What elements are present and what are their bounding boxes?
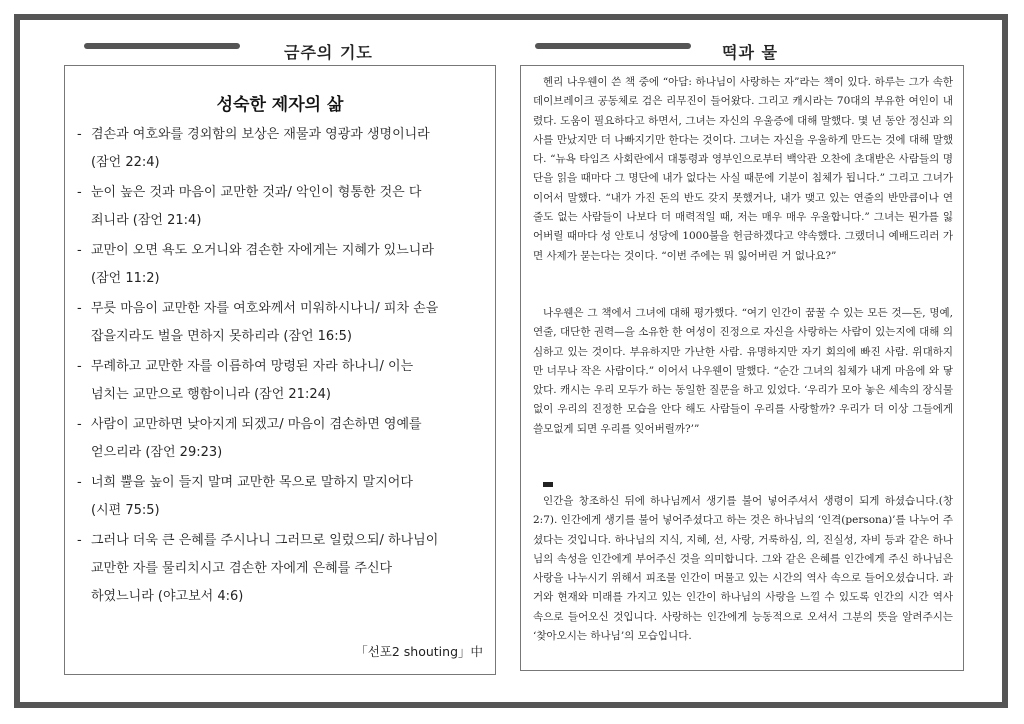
right-header-bar — [535, 43, 691, 49]
verse-text: 무릇 마음이 교만한 자를 여호와께서 미워하시나니/ 피차 손을 — [91, 301, 439, 316]
verse-ref: 잡을지라도 벌을 면하지 못하리라 (잠언 16:5) — [91, 329, 352, 344]
verse-ref: (시편 75:5) — [91, 503, 160, 518]
article-paragraph-2: 나우웬은 그 책에서 그녀에 대해 평가했다. “여기 인간이 꿈꿀 수 있는 모든 것—돈, 명예, 연줄, 대단한 권력—을 소유한 한 여성이 진정으로 자신을 사랑하는 사람이 있는지에 대해 의심하고 있는 것이다. 부유하지만 가난한 사람. 유명하지만 자기 회의에 빠진 사람. 위대하지만 너무나 작은 사람이다.” 이어서 나우웬이 말했다. “순간 그녀의 침체가 내게 마음에 와 닿았다. 캐시는 우리 모두가 하는 동일한 질문을 하고 있었다. ‘우리가 모아 놓은 세속의 장식물 없이 우리의 진정한 모습을 안다 해도 사람들이 우리를 사랑할까? 우리가 더 이상 그들에게 쓸모없게 되면 우리를 잊어버릴까?’” — [533, 307, 953, 435]
verse-item: - 무례하고 교만한 자를 이름하여 망령된 자라 하나니/ 이는 넘치는 교만으로 행함이니라 (잠언 21:24) — [77, 353, 489, 409]
left-header-title: 금주의 기도 — [284, 43, 373, 62]
verse-ref: 죄니라 (잠언 21:4) — [91, 213, 202, 228]
verse-item: - 겸손과 여호와를 경외함의 보상은 재물과 영광과 생명이니라 (잠언 22:4) — [77, 121, 489, 177]
article-paragraph-1: 헨리 나우웬이 쓴 책 중에 “아담: 하나님이 사랑하는 자”라는 책이 있다. 하루는 그가 속한 데이브레이크 공동체로 검은 리무진이 들어왔다. 그리고 캐시라는 70대의 부유한 여인이 내렸다. 도움이 필요하다고 하면서, 그녀는 자신의 우울증에 대해 말했다. 몇 년 동안 정신과 의사를 만났지만 더 나빠지기만 한다는 것이다. 그녀는 자신을 우울하게 만드는 것에 대해 말했다. “뉴욕 타임즈 사회란에서 대통령과 영부인으로부터 백악관 오찬에 초대받은 사람들의 명단을 읽을 때마다 그 명단에 내가 없다는 사실 때문에 기분이 침체가 됩니다.” 그리고 그녀가 이어서 말했다. “내가 가진 돈의 반도 갖지 못했거나, 내가 맺고 있는 연줄의 반만큼이나 연줄도 없는 사람들이 나보다 더 매력적일 때, 저는 매우 매우 우울합니다.” 그녀는 뭔가를 잃어버릴 때마다 성 안토니 성당에 1000불을 헌금하겠다고 약속했다. 그랬더니 예배드리러 가면 사제가 묻는다는 것이다. “이번 주에는 뭐 잃어버린 거 없나요?” — [533, 76, 953, 262]
verse-text: 겸손과 여호와를 경외함의 보상은 재물과 영광과 생명이니라 — [91, 127, 430, 142]
verse-ref: 넘치는 교만으로 행함이니라 (잠언 21:24) — [91, 387, 331, 402]
verse-text: 그러나 더욱 큰 은혜를 주시나니 그러므로 일렀으되/ 하나님이 — [91, 533, 439, 548]
right-header-title: 떡과 물 — [722, 43, 778, 62]
verse-item: - 너희 뿔을 높이 들지 말며 교만한 목으로 말하지 말지어다 (시편 75:5) — [77, 469, 489, 525]
verse-item: - 교만이 오면 욕도 오거니와 겸손한 자에게는 지혜가 있느니라 (잠언 11:2) — [77, 237, 489, 293]
verse-item: - 눈이 높은 것과 마음이 교만한 것과/ 악인이 형통한 것은 다 죄니라 (잠언 21:4) — [77, 179, 489, 235]
verse-text: 사람이 교만하면 낮아지게 되겠고/ 마음이 겸손하면 영예를 — [91, 417, 422, 432]
verse-item: - 그러나 더욱 큰 은혜를 주시나니 그러므로 일렀으되/ 하나님이 교만한 자를 물리치시고 겸손한 자에게 은혜를 주신다 하였느니라 (야고보서 4:6) — [77, 527, 489, 611]
verse-ref-continued: 하였느니라 (야고보서 4:6) — [91, 589, 244, 604]
section-marker-icon — [543, 482, 553, 487]
verse-ref: 교만한 자를 물리치시고 겸손한 자에게 은혜를 주신다 — [91, 561, 393, 576]
prayer-source: 「선포2 shouting」中 — [355, 644, 483, 659]
left-header-bar — [84, 43, 240, 49]
verse-ref: 얻으리라 (잠언 29:23) — [91, 445, 223, 460]
article-box — [520, 65, 964, 671]
verse-ref: (잠언 11:2) — [91, 271, 160, 286]
verse-text: 교만이 오면 욕도 오거니와 겸손한 자에게는 지혜가 있느니라 — [91, 243, 434, 258]
prayer-box — [64, 65, 496, 675]
verse-item: - 무릇 마음이 교만한 자를 여호와께서 미워하시나니/ 피차 손을 잡을지라도 벌을 면하지 못하리라 (잠언 16:5) — [77, 295, 489, 351]
verse-text: 너희 뿔을 높이 들지 말며 교만한 목으로 말하지 말지어다 — [91, 475, 413, 490]
verse-item: - 사람이 교만하면 낮아지게 되겠고/ 마음이 겸손하면 영예를 얻으리라 (잠언 29:23) — [77, 411, 489, 467]
verse-text: 무례하고 교만한 자를 이름하여 망령된 자라 하나니/ 이는 — [91, 359, 414, 374]
verse-ref: (잠언 22:4) — [91, 155, 160, 170]
prayer-title: 성숙한 제자의 삶 — [216, 95, 344, 115]
verse-text: 눈이 높은 것과 마음이 교만한 것과/ 악인이 형통한 것은 다 — [91, 185, 422, 200]
article-paragraph-3: 인간을 창조하신 뒤에 하나님께서 생기를 불어 넣어주셔서 생령이 되게 하셨습니다.(창 2:7). 인간에게 생기를 불어 넣어주셨다고 하는 것은 하나님의 ‘인격(persona)’를 나누어 주셨다는 것입니다. 하나님의 지식, 지혜, 선, 사랑, 거룩하심, 의, 진실성, 자비 등과 같은 하나님의 속성을 인간에게 부어주신 것을 의미합니다. 그와 같은 은혜를 인간에게 주신 하나님은 사랑을 나누시기 위해서 피조물 인간이 머물고 있는 시간의 역사 속으로 들어오셨습니다. 과거와 현재와 미래를 가지고 있는 인간이 하나님의 사랑을 느낄 수 있도록 인간의 시간 역사 속으로 들어오신 것입니다. 사랑하는 인간에게 능동적으로 오셔서 그분의 뜻을 알려주시는 ‘찾아오시는 하나님’의 모습입니다. — [533, 495, 953, 643]
